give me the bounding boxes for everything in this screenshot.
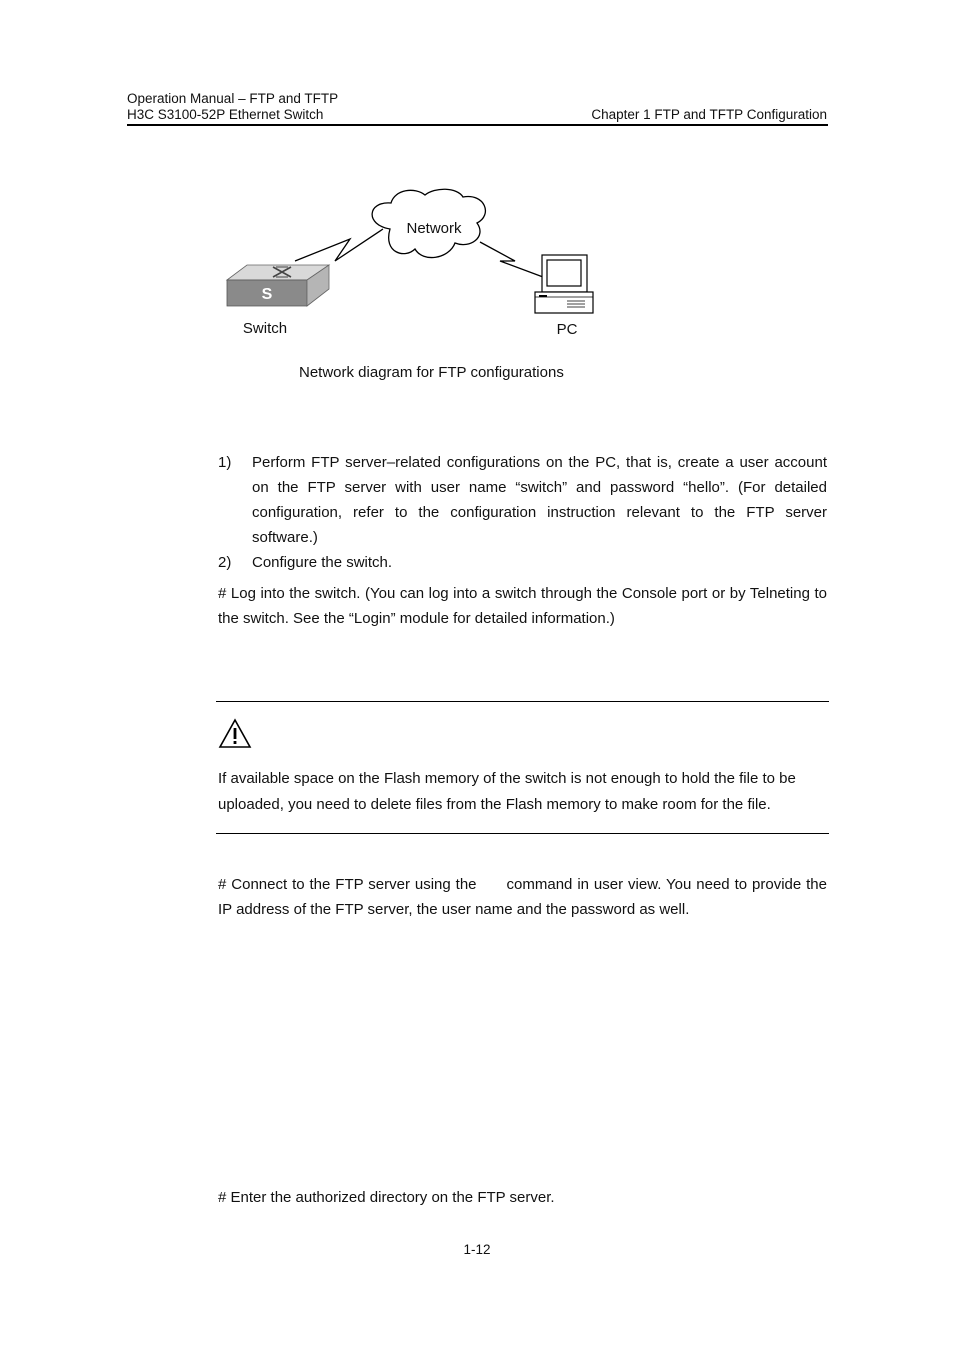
product-name: H3C S3100-52P Ethernet Switch: [127, 107, 324, 122]
connect-text-before: # Connect to the FTP server using the: [218, 876, 477, 893]
pc-icon: [535, 255, 593, 313]
caution-bottom-rule: [216, 833, 829, 834]
figure-caption: Network diagram for FTP configurations: [299, 364, 564, 381]
warning-triangle-icon: [218, 718, 252, 749]
switch-label: Switch: [242, 320, 288, 337]
enter-directory-paragraph: # Enter the authorized directory on the FTP server.: [218, 1189, 555, 1206]
network-pc-link: [480, 242, 543, 277]
manual-title: Operation Manual – FTP and TFTP: [127, 91, 339, 106]
connect-text-after: command in user view. You need to provide the IP address of the FTP server, the user name and the password as well.: [218, 876, 827, 918]
switch-glyph: S: [261, 286, 273, 303]
step-number-1: 1): [218, 454, 232, 471]
step-text-1: Perform FTP server–related configurations on the PC, that is, create a user account on the FTP server with user name “switch” and password “hello”. (For detailed configuration, refer to the configuration instruction relevant to the FTP server software.): [252, 454, 827, 546]
login-paragraph: # Log into the switch. (You can log into a switch through the Console port or by Telneting to the switch. See the “Login” module for detailed information.): [218, 585, 827, 627]
chapter-title: Chapter 1 FTP and TFTP Configuration: [591, 107, 827, 122]
header-rule: [127, 124, 828, 126]
header-left-title: [127, 91, 338, 123]
step-number-2: 2): [218, 554, 232, 571]
connect-paragraph: [218, 872, 827, 922]
switch-network-link: [295, 229, 383, 261]
cloud-label: Network: [406, 220, 462, 237]
page-number: 1-12: [463, 1242, 491, 1257]
pc-label: PC: [556, 321, 578, 338]
network-diagram: [215, 185, 615, 345]
caution-text: If available space on the Flash memory of the switch is not enough to hold the file to be uploaded, you need to delete files from the Flash memory to make room for the file.: [218, 770, 796, 813]
step-text-2: Configure the switch.: [252, 554, 393, 571]
caution-top-rule: [216, 701, 829, 702]
switch-icon: [227, 265, 329, 306]
